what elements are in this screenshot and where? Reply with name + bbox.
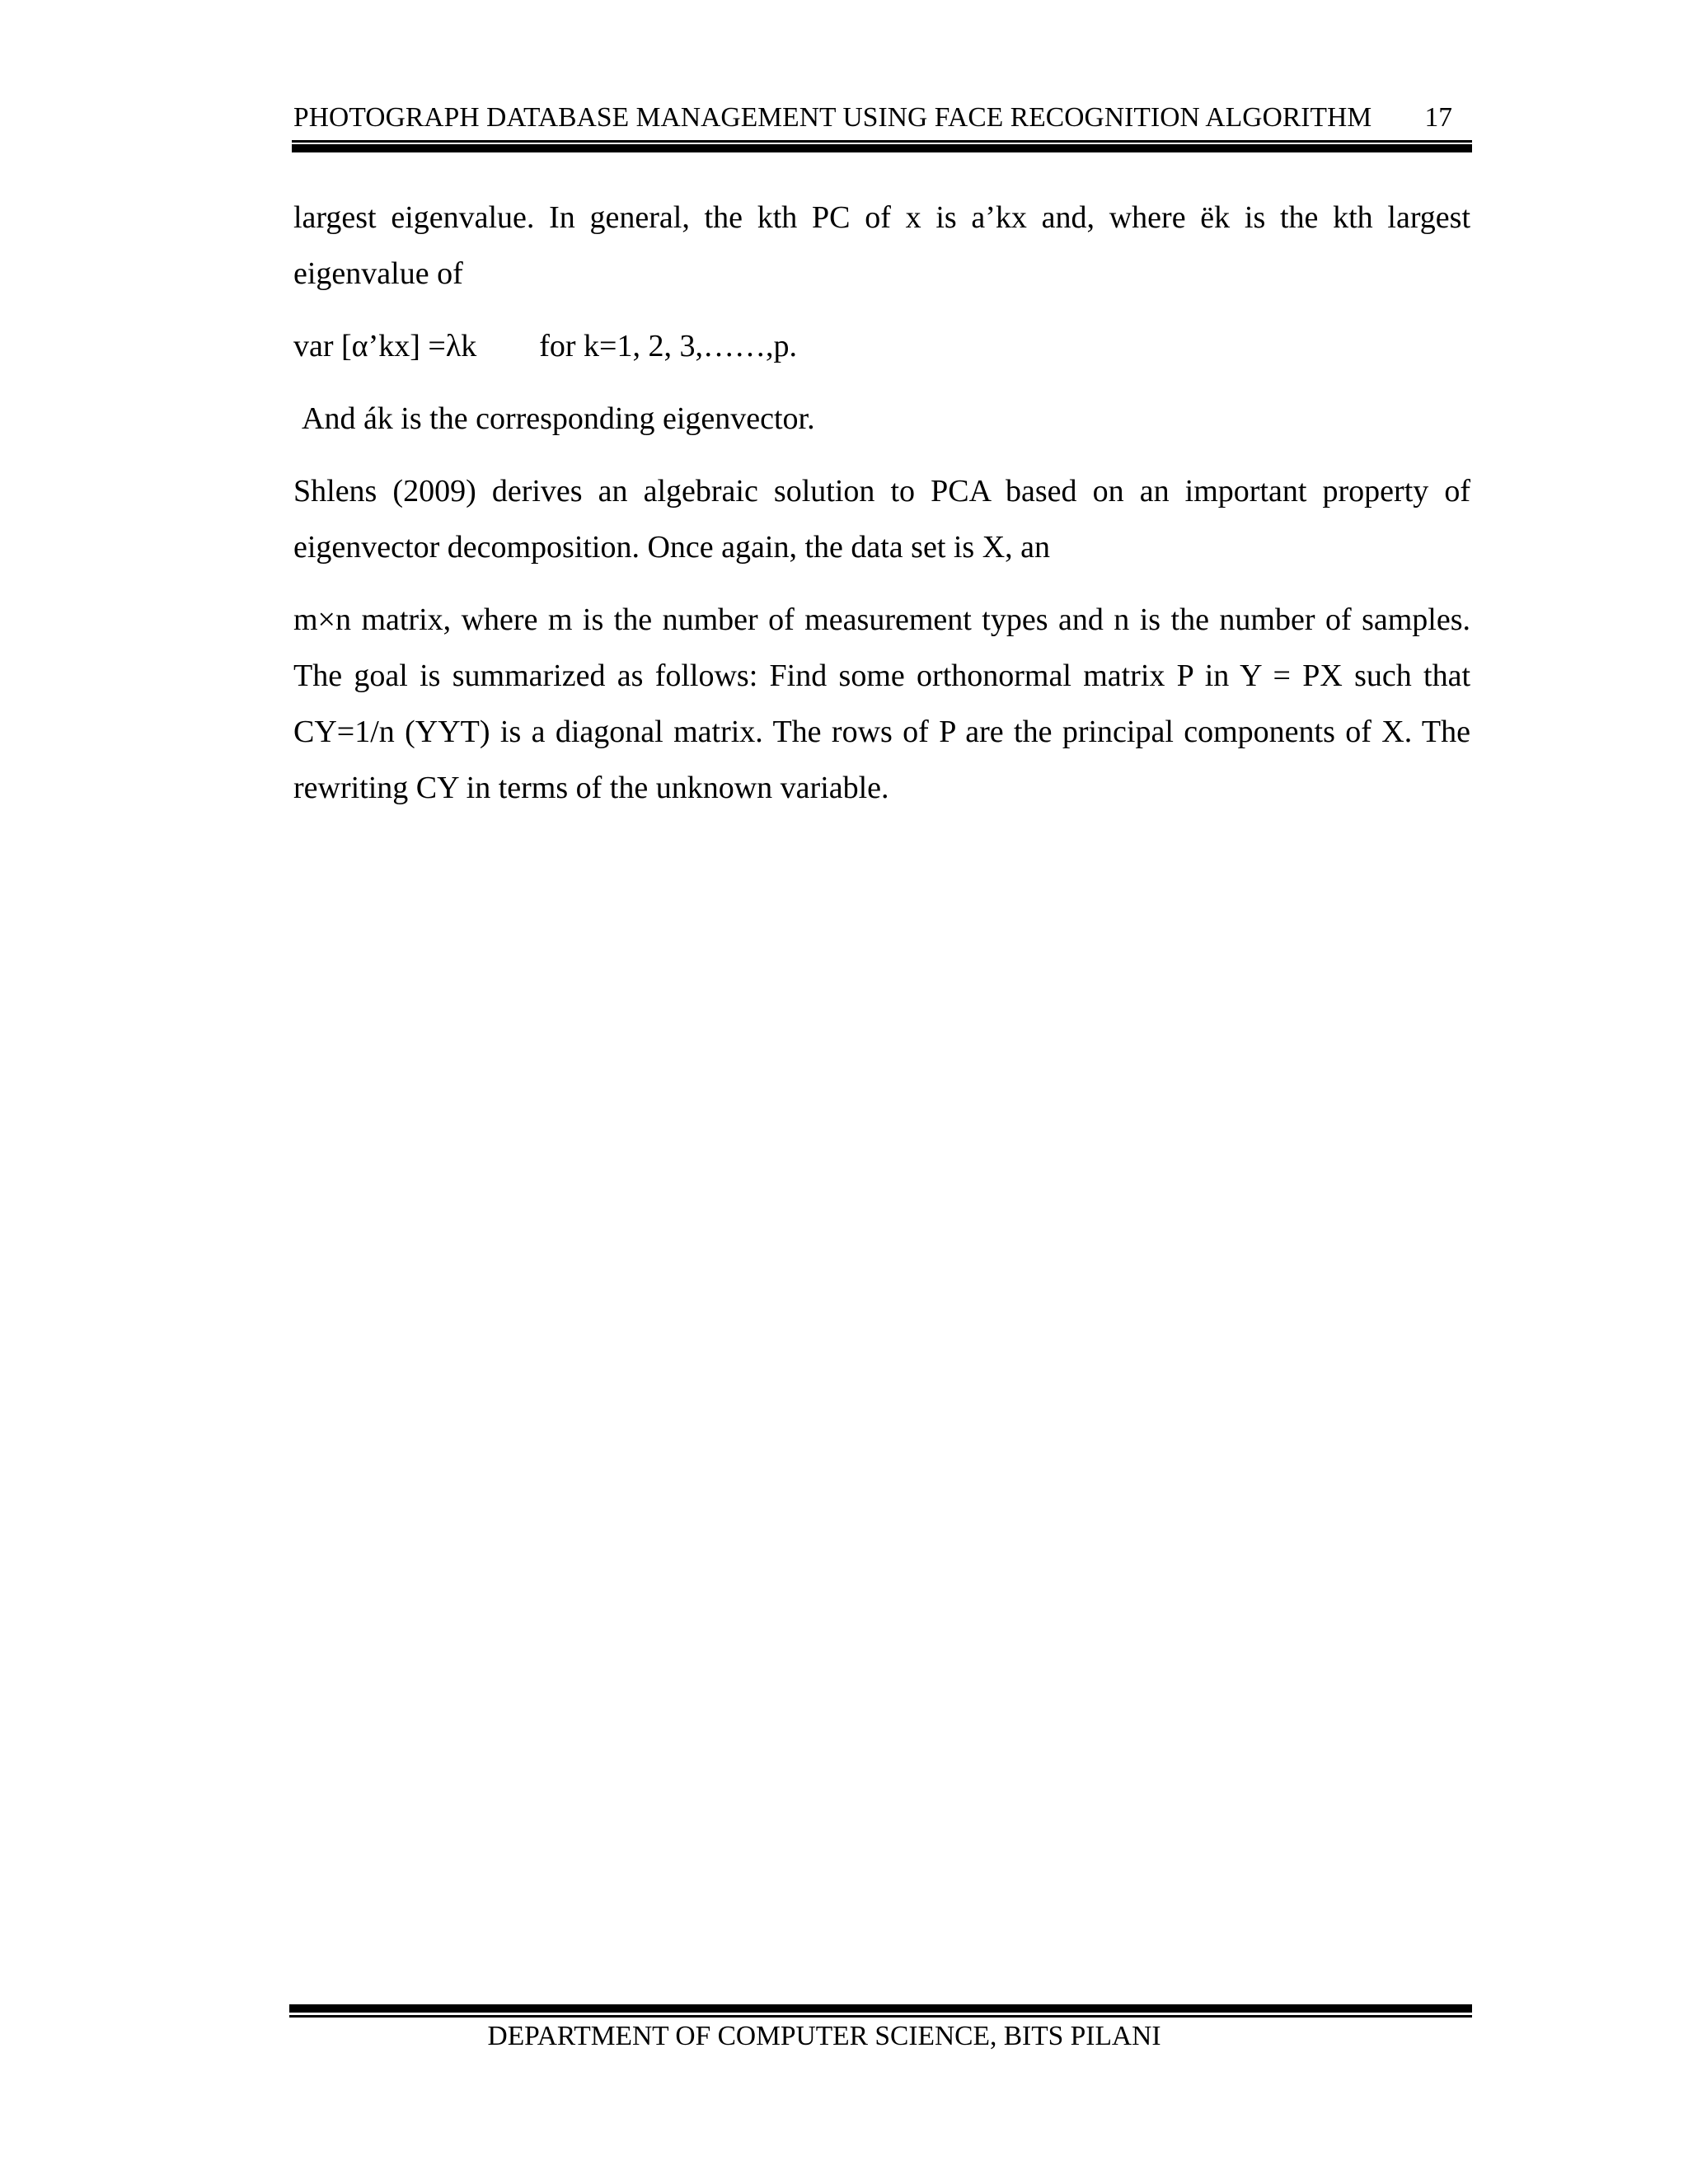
paragraph-matrix: m×n matrix, where m is the number of measurement types and n is the number of samples. The goal is summarized as follows: Find some orthonormal matrix P in Y = PX such that CY=1/n (YYT) is a diagonal matrix. The rows of P are the principal components of X. The rewriting CY in terms of the unknown variable.	[293, 602, 1470, 805]
header-rule-thin	[292, 140, 1472, 143]
variance-formula	[293, 318, 1470, 374]
paragraph-eigenvector: And ák is the corresponding eigenvector.	[302, 401, 815, 436]
header-title: PHOTOGRAPH DATABASE MANAGEMENT USING FACE RECOGNITION ALGORITHM	[293, 102, 1372, 133]
page-body	[293, 190, 1470, 816]
header-rule-thick	[292, 144, 1472, 152]
formula-range: for k=1, 2, 3,……,p.	[539, 329, 797, 363]
footer-rule-thin	[289, 2015, 1472, 2018]
formula-expression: var [α’kx] =λk	[293, 329, 477, 363]
paragraph-eigenvalue: largest eigenvalue. In general, the kth PC of x is a’kx and, where ëk is the kth largest eigenvalue of	[293, 200, 1470, 291]
page-number: 17	[1424, 102, 1452, 133]
paragraph-shlens: Shlens (2009) derives an algebraic solution to PCA based on an important property of eigenvector decomposition. Once again, the data set is X, an	[293, 474, 1470, 565]
page-footer: DEPARTMENT OF COMPUTER SCIENCE, BITS PILANI	[487, 2021, 1161, 2051]
footer-rule-thick	[289, 2004, 1472, 2013]
